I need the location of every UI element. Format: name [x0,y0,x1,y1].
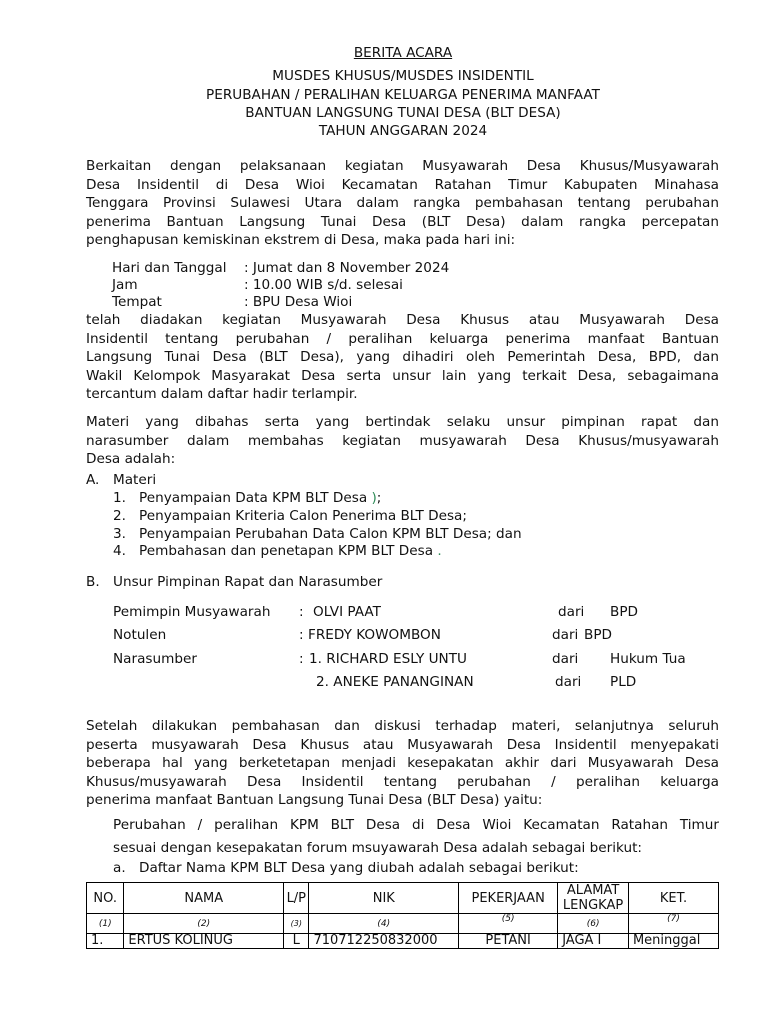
intro-line: Desa Insidentil di Desa Wioi Kecamatan Ratahan Timur Kabupaten Minahasa [86,176,719,193]
leader-dari: dari [558,604,585,620]
leader-role: Pemimpin Musyawarah [113,604,271,620]
col-header-ket: KET. [628,883,718,914]
held-line: Insidentil tentang perubahan / peralihan keluarga penerima manfaat Bantuan [86,330,719,347]
materi-item-4-accent: . [437,543,442,559]
col-number: (3) [284,914,309,934]
materi-item-1-num: 1. [113,490,126,506]
col-number: (4) [309,914,459,934]
col-number: (1) [87,914,124,934]
section-a-title: Materi [113,472,157,488]
col-number: (2) [124,914,284,934]
closing-line: Setelah dilakukan pembahasan dan diskusi terhadap materi, selanjutnya seluruh [86,718,719,734]
leader-sep: : [299,604,304,620]
narasumber-1-from: Hukum Tua [610,651,686,667]
notulen-role: Notulen [113,627,167,643]
schedule-label-place: Tempat [112,294,162,310]
notulen-dari: dari [552,627,579,643]
closing-paragraph [86,717,719,810]
closing-line: beberapa hal yang berketetapan menjadi kesepakatan akhir dari Musyawarah Desa [86,755,719,772]
materi-intro-line: Materi yang dibahas serta yang bertindak selaku unsur pimpinan rapat dan [86,414,719,430]
table-row [87,934,719,949]
materi-intro-line: narasumber dalam membahas kegiatan musyawarah Desa Khusus/musyawarah [86,432,719,449]
document-title: BERITA ACARA [353,45,453,61]
cell-alamat: JAGA I [558,934,629,949]
intro-line: Tenggara Provinsi Sulawesi Utara dalam rangka pembahasan tentang perubahan [86,195,719,212]
materi-intro-paragraph [86,413,719,469]
schedule-value-time: : 10.00 WIB s/d. selesai [244,277,403,293]
section-b-marker: B. [86,574,100,590]
intro-paragraph [86,157,719,250]
table-header-row [87,883,719,914]
cell-nama: ERTUS KOLINUG [124,934,284,949]
header-line-1: MUSDES KHUSUS/MUSDES INSIDENTIL [272,68,534,84]
narasumber-1-dari: dari [552,651,579,667]
cell-nik: 710712250832000 [309,934,459,949]
notulen-from: BPD [584,627,612,643]
col-header-pekerjaan: PEKERJAAN [459,883,558,914]
narasumber-sep: : [299,651,304,667]
schedule-label-time: Jam [112,277,138,293]
intro-line: Berkaitan dengan pelaksanaan kegiatan Musyawarah Desa Khusus/Musyawarah [86,158,719,174]
leader-name: OLVI PAAT [313,604,381,620]
col-number: (6) [558,914,629,934]
schedule-value-date: : Jumat dan 8 November 2024 [244,260,450,276]
col-header-alamat: ALAMAT LENGKAP [558,883,629,914]
materi-item-3-text: Penyampaian Perubahan Data Calon KPM BLT Desa; dan [139,526,522,542]
materi-item-4-num: 4. [113,543,126,559]
section-b-title: Unsur Pimpinan Rapat dan Narasumber [113,574,383,590]
narasumber-2-from: PLD [610,674,637,690]
cell-pekerjaan: PETANI [459,934,558,949]
held-paragraph [86,311,719,404]
narasumber-2-name: 2. ANEKE PANANGINAN [316,674,474,690]
held-line: Langsung Tunai Desa (BLT Desa), yang dihadiri oleh Pemerintah Desa, BPD, dan [86,349,719,366]
section-a-marker: A. [86,472,100,488]
held-line: tercantum dalam daftar hadir terlampir. [86,386,358,403]
materi-item-3-num: 3. [113,526,126,542]
materi-item-1-tail: ; [376,490,382,506]
col-number: (5) [459,914,558,934]
col-header-nik: NIK [309,883,459,914]
materi-item-4 [139,543,442,559]
schedule-value-place: : BPU Desa Wioi [244,294,353,310]
col-header-nama: NAMA [124,883,284,914]
schedule-label-date: Hari dan Tanggal [112,260,227,276]
list-a-marker: a. [113,860,126,876]
held-line: Wakil Kelompok Masyarakat Desa serta unsur lain yang terkait Desa, sebagaimana [86,367,719,384]
notulen-sep: : [299,627,304,643]
cell-lp: L [284,934,309,949]
materi-item-1 [139,490,381,506]
leader-from: BPD [610,604,638,620]
list-a-text: Daftar Nama KPM BLT Desa yang diubah adalah sebagai berikut: [139,860,579,876]
held-line: telah diadakan kegiatan Musyawarah Desa Khusus atau Musyawarah Desa [86,312,719,328]
closing-line: penerima manfaat Bantuan Langsung Tunai Desa (BLT Desa) yaitu: [86,792,543,809]
intro-line: penghapusan kemiskinan ekstrem di Desa, maka pada hari ini: [86,232,516,249]
decision-line: Perubahan / peralihan KPM BLT Desa di Desa Wioi Kecamatan Ratahan Timur [113,817,719,833]
header-line-3: BANTUAN LANGSUNG TUNAI DESA (BLT DESA) [245,105,561,121]
materi-item-2-text: Penyampaian Kriteria Calon Penerima BLT Desa; [139,508,467,524]
materi-intro-line: Desa adalah: [86,451,176,468]
intro-line: penerima Bantuan Langsung Tunai Desa (BLT Desa) dalam rangka percepatan [86,213,719,230]
closing-line: Khusus/musyawarah Desa Insidentil tentang perubahan / peralihan keluarga [86,773,719,790]
col-number: (7) [628,914,718,934]
kpm-table [86,882,719,949]
col-header-no: NO. [87,883,124,914]
materi-item-4-text: Pembahasan dan penetapan KPM BLT Desa [139,543,438,559]
header-line-2: PERUBAHAN / PERALIHAN KELUARGA PENERIMA MANFAAT [206,87,600,103]
decision-paragraph [113,814,719,860]
cell-ket: Meninggal [628,934,718,949]
decision-line: sesuai dengan kesepakatan forum msuyawarah Desa adalah sebagai berikut: [113,840,642,856]
cell-no: 1. [87,934,124,949]
narasumber-1-name: 1. RICHARD ESLY UNTU [309,651,467,667]
narasumber-role: Narasumber [113,651,197,667]
col-header-lp: L/P [284,883,309,914]
materi-item-1-text: Penyampaian Data KPM BLT Desa [139,490,372,506]
materi-item-2-num: 2. [113,508,126,524]
narasumber-2-dari: dari [555,674,582,690]
closing-line: peserta musyawarah Desa Khusus atau Musyawarah Desa Insidentil menyepakati [86,736,719,753]
materi-item-1-accent: ) [371,490,377,506]
table-number-row [87,914,719,934]
header-line-4: TAHUN ANGGARAN 2024 [318,123,488,139]
notulen-name: FREDY KOWOMBON [308,627,441,643]
